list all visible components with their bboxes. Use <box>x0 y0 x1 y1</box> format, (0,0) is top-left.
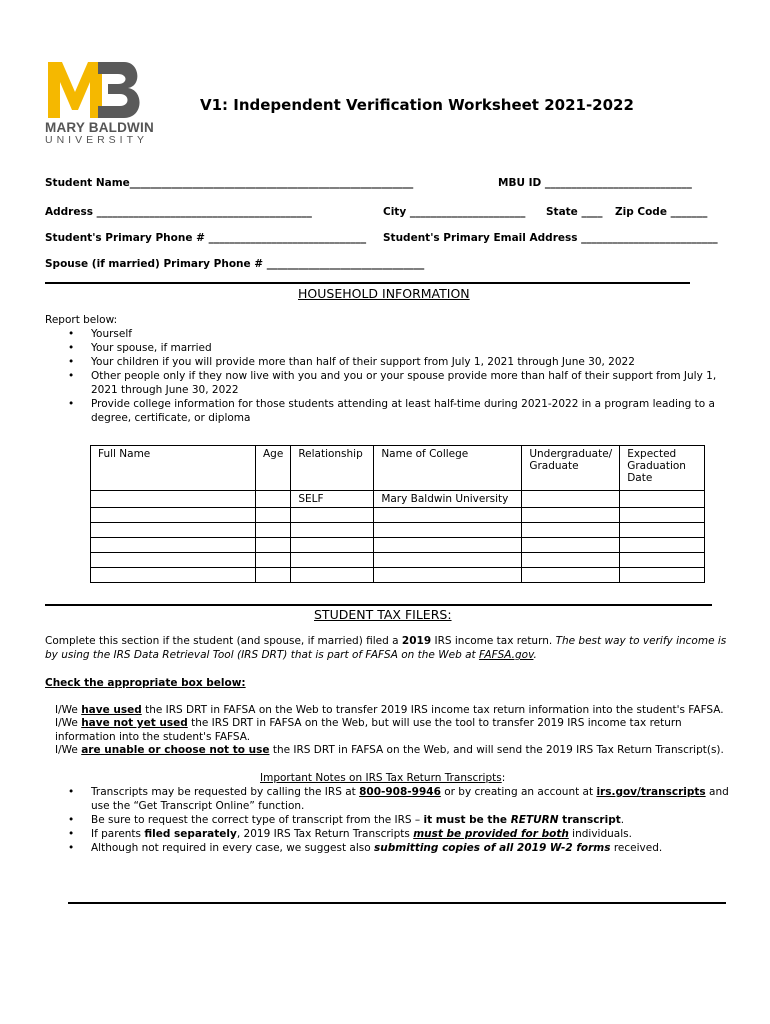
table-cell[interactable] <box>374 508 522 523</box>
option-unable-to-use[interactable] <box>55 743 735 757</box>
option-text: the IRS DRT in FAFSA on the Web to transfer 2019 IRS income tax return information into the student's FAFSA. <box>141 704 724 716</box>
col-header-relationship: Relationship <box>291 446 374 491</box>
table-cell[interactable] <box>256 553 291 568</box>
note-text: received. <box>610 842 663 854</box>
option-not-yet-used[interactable] <box>55 716 735 744</box>
table-cell[interactable] <box>256 538 291 553</box>
notes-heading <box>260 771 505 785</box>
table-cell[interactable] <box>256 491 291 508</box>
table-cell[interactable] <box>256 508 291 523</box>
table-cell[interactable] <box>522 523 620 538</box>
table-cell[interactable] <box>620 523 705 538</box>
list-item <box>45 827 735 841</box>
spouse-phone-field[interactable]: Spouse (if married) Primary Phone # ______________________________ <box>45 258 425 270</box>
table-cell[interactable] <box>620 553 705 568</box>
student-name-field[interactable]: Student Name______________________________________________________ <box>45 177 414 189</box>
city-field[interactable]: City ______________________ <box>383 206 526 218</box>
note-text: individuals. <box>568 828 632 840</box>
list-item <box>45 841 735 855</box>
household-table <box>90 445 705 583</box>
note-bold: filed separately <box>144 828 237 840</box>
report-below-label: Report below: <box>45 314 118 326</box>
table-cell[interactable] <box>91 538 256 553</box>
table-cell[interactable] <box>291 568 374 583</box>
note-bold-italic: submitting copies of all 2019 W-2 forms <box>374 842 611 854</box>
list-item: • Other people only if they now live with you and you or your spouse provide more than half of their support from July 1, 2021 through June 30, 2022 <box>45 369 735 397</box>
zip-field[interactable]: Zip Code _______ <box>615 206 708 218</box>
table-cell[interactable] <box>620 491 705 508</box>
note-bold: transcript <box>558 814 621 826</box>
table-cell[interactable] <box>374 523 522 538</box>
option-text: the IRS DRT in FAFSA on the Web, but will use the tool to transfer 2019 IRS income tax return information into the student's FAFSA. <box>55 717 682 743</box>
note-bold: it must be the <box>423 814 511 826</box>
option-text: the IRS DRT in FAFSA on the Web, and will send the 2019 IRS Tax Return Transcript(s). <box>269 744 724 756</box>
section-divider <box>45 282 690 284</box>
page-title: V1: Independent Verification Worksheet 2021-2022 <box>200 96 634 114</box>
table-cell[interactable] <box>291 538 374 553</box>
option-text: I/We <box>55 704 82 716</box>
table-cell[interactable] <box>620 538 705 553</box>
irs-transcripts-link[interactable]: irs.gov/transcripts <box>596 786 706 798</box>
check-box-label: Check the appropriate box below: <box>45 677 246 689</box>
household-bullet-list <box>45 327 735 425</box>
mbu-id-field[interactable]: MBU ID ____________________________ <box>498 177 692 189</box>
table-cell[interactable] <box>374 538 522 553</box>
table-cell[interactable]: SELF <box>291 491 374 508</box>
list-item: • Provide college information for those students attending at least half-time during 2021-2022 in a program leading to a degree, certificate, or diploma <box>45 397 735 425</box>
note-text: , 2019 IRS Tax Return Transcripts <box>236 828 414 840</box>
note-text: or by creating an account at <box>440 786 597 798</box>
note-text: Although not required in every case, we suggest also <box>91 842 375 854</box>
signature-line <box>68 902 726 904</box>
note-bold-italic: must be provided for both <box>413 828 569 840</box>
tax-intro-text: Complete this section if the student (and spouse, if married) filed a <box>45 635 402 647</box>
irs-phone: 800-908-9946 <box>359 786 441 798</box>
list-item: • Your children if you will provide more than half of their support from July 1, 2021 through June 30, 2022 <box>45 355 735 369</box>
primary-email-field[interactable]: Student's Primary Email Address __________________________ <box>383 232 718 244</box>
state-field[interactable]: State ____ <box>546 206 603 218</box>
list-item <box>45 785 735 813</box>
table-cell[interactable] <box>291 553 374 568</box>
table-cell[interactable] <box>91 553 256 568</box>
notes-heading-text: Important Notes on IRS Tax Return Transcripts <box>260 772 502 784</box>
tax-intro-italic: The best way to verify income is by using the IRS Data Retrieval Tool (IRS DRT) that is part of FAFSA on the Web at <box>45 635 727 661</box>
table-cell[interactable] <box>291 523 374 538</box>
table-cell[interactable] <box>522 508 620 523</box>
address-field[interactable]: Address _________________________________________ <box>45 206 312 218</box>
table-cell[interactable] <box>374 553 522 568</box>
table-row <box>91 553 705 568</box>
table-row <box>91 568 705 583</box>
table-cell[interactable] <box>374 568 522 583</box>
tax-intro <box>45 634 735 662</box>
option-text: I/We <box>55 744 82 756</box>
list-item: • Your spouse, if married <box>45 341 735 355</box>
tax-filers-heading: STUDENT TAX FILERS: <box>314 607 452 622</box>
table-cell[interactable] <box>620 568 705 583</box>
tax-year: 2019 <box>401 635 432 647</box>
table-cell[interactable] <box>91 568 256 583</box>
option-have-used[interactable] <box>55 703 735 717</box>
logo-line2: UNIVERSITY <box>45 134 149 146</box>
note-text: If parents <box>91 828 145 840</box>
option-emphasis: are unable or choose not to use <box>81 744 270 756</box>
note-text: and use the “Get Transcript Online” function. <box>91 786 729 812</box>
table-cell[interactable]: Mary Baldwin University <box>374 491 522 508</box>
col-header-age: Age <box>256 446 291 491</box>
table-cell[interactable] <box>91 491 256 508</box>
notes-list-wrap <box>45 785 735 855</box>
option-text: I/We <box>55 717 82 729</box>
col-header-grad-date: Expected Graduation Date <box>620 446 705 491</box>
primary-phone-field[interactable]: Student's Primary Phone # ______________________________ <box>45 232 367 244</box>
col-header-college: Name of College <box>374 446 522 491</box>
notes-bullet-list <box>45 785 735 855</box>
table-cell[interactable] <box>522 553 620 568</box>
table-row <box>91 491 705 508</box>
table-row <box>91 538 705 553</box>
list-item <box>45 813 735 827</box>
note-bold-italic: RETURN <box>510 814 559 826</box>
note-text: Be sure to request the correct type of transcript from the IRS – <box>91 814 424 826</box>
tax-intro-end: . <box>533 649 537 661</box>
table-cell[interactable] <box>256 568 291 583</box>
table-cell[interactable] <box>91 508 256 523</box>
table-cell[interactable] <box>291 508 374 523</box>
col-header-level: Undergraduate/ Graduate <box>522 446 620 491</box>
household-heading: HOUSEHOLD INFORMATION <box>298 286 470 301</box>
table-header-row <box>91 446 705 491</box>
col-header-full-name: Full Name <box>91 446 256 491</box>
notes-heading-colon: : <box>501 772 506 784</box>
table-cell[interactable] <box>620 508 705 523</box>
list-item: • Yourself <box>45 327 735 341</box>
mb-monogram-logo <box>48 62 144 118</box>
section-divider <box>45 604 712 606</box>
note-text: Transcripts may be requested by calling the IRS at <box>91 786 360 798</box>
table-row <box>91 508 705 523</box>
household-instructions <box>45 313 735 425</box>
tax-intro-text: IRS income tax return. <box>431 635 556 647</box>
note-text: . <box>620 814 625 826</box>
table-cell[interactable] <box>522 491 620 508</box>
logo-line1: MARY BALDWIN <box>45 120 154 135</box>
table-cell[interactable] <box>256 523 291 538</box>
option-emphasis: have used <box>81 704 142 716</box>
table-row <box>91 523 705 538</box>
table-cell[interactable] <box>522 538 620 553</box>
option-emphasis: have not yet used <box>81 717 188 729</box>
table-cell[interactable] <box>91 523 256 538</box>
table-cell[interactable] <box>522 568 620 583</box>
fafsa-link[interactable]: FAFSA.gov <box>478 649 534 661</box>
